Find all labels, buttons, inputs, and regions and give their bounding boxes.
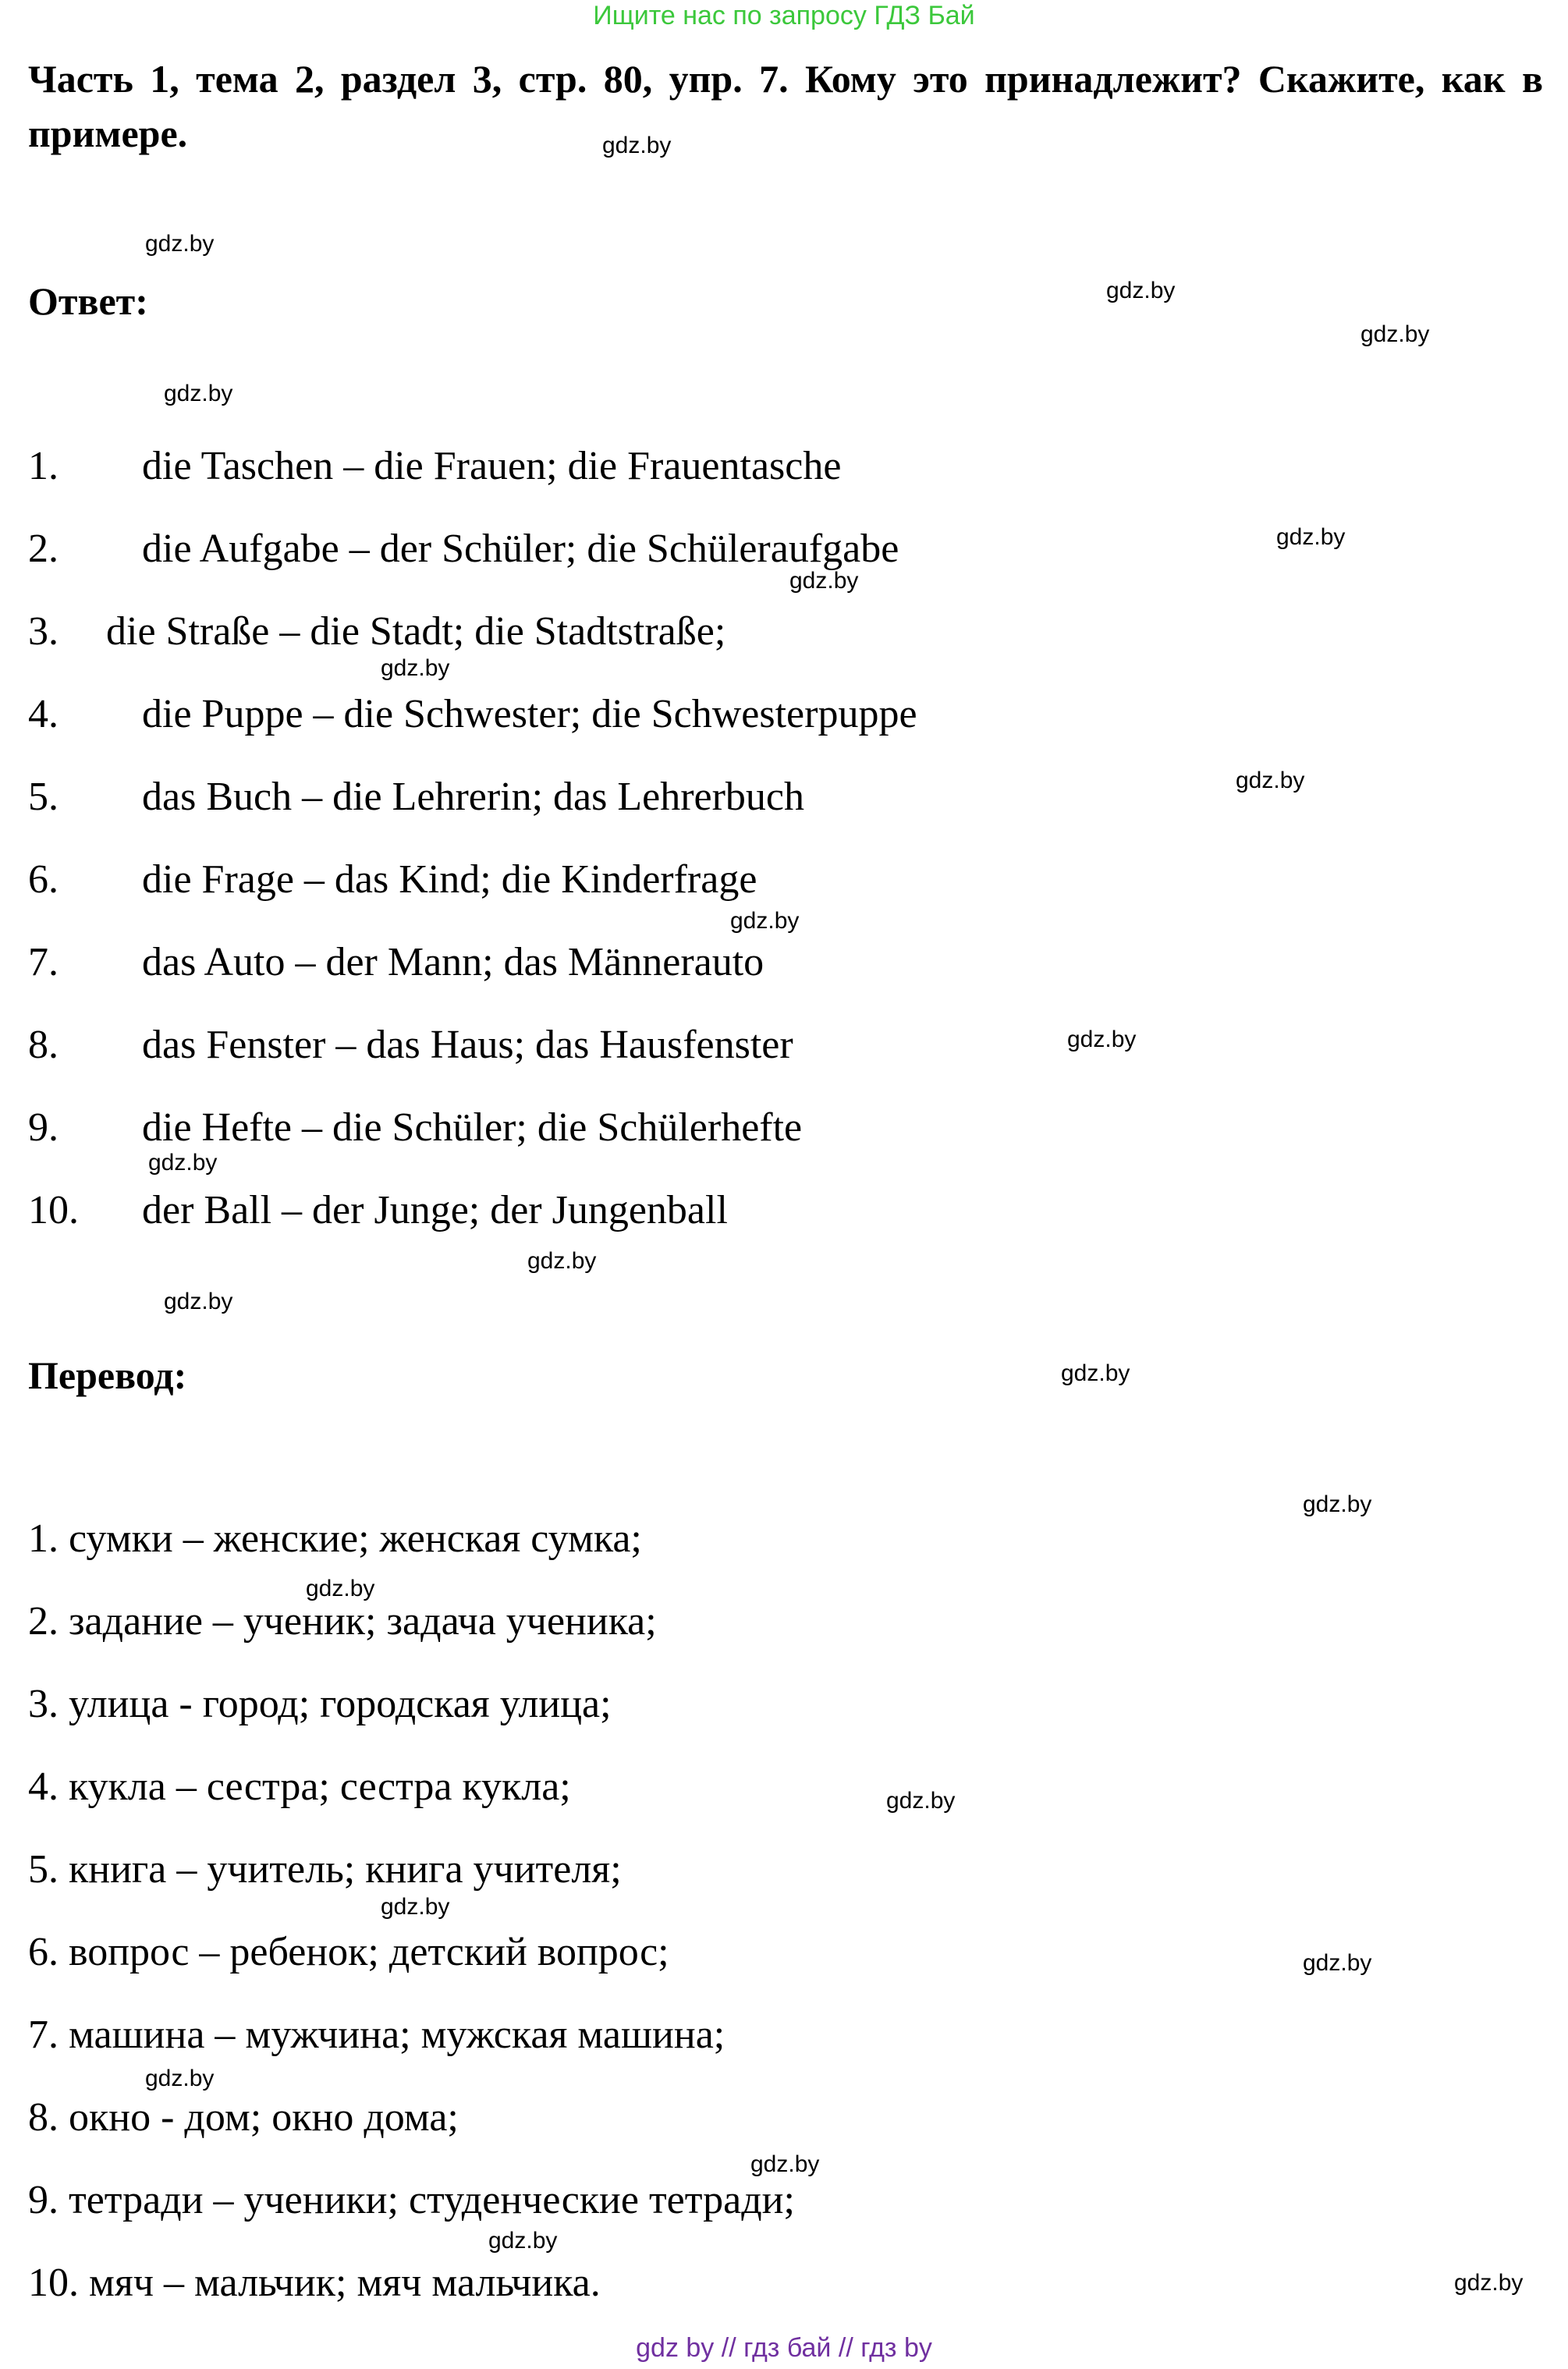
watermark: gdz.by <box>381 1894 450 1920</box>
answer-text: die Taschen – die Frauen; die Frauentasche <box>142 444 842 488</box>
watermark: gdz.by <box>886 1788 956 1814</box>
answer-number: 7. <box>28 940 59 984</box>
watermark: gdz.by <box>1360 321 1430 347</box>
watermark: gdz.by <box>730 908 800 934</box>
answer-number: 5. <box>28 775 59 819</box>
answer-number: 3. <box>28 609 59 654</box>
footer-links[interactable]: gdz by // гдз бай // гдз by <box>636 2333 932 2363</box>
watermark: gdz.by <box>148 1150 218 1176</box>
answer-text: die Aufgabe – der Schüler; die Schüleraufgabe <box>142 527 899 571</box>
answer-text: der Ball – der Junge; der Jungenball <box>142 1188 728 1232</box>
translation-row: 2. задание – ученик; задача ученика; <box>28 1599 657 1644</box>
translation-row: 9. тетради – ученики; студенческие тетради; <box>28 2178 795 2222</box>
translation-row: 4. кукла – сестра; сестра кукла; <box>28 1764 571 1809</box>
watermark: gdz.by <box>1106 278 1176 303</box>
watermark: gdz.by <box>381 655 450 681</box>
translation-row: 6. вопрос – ребенок; детский вопрос; <box>28 1930 669 1974</box>
watermark: gdz.by <box>1236 768 1305 793</box>
translation-row: 7. машина – мужчина; мужская машина; <box>28 2013 725 2057</box>
answer-number: 1. <box>28 444 59 488</box>
answer-text: die Straße – die Stadt; die Stadtstraße; <box>106 609 726 654</box>
watermark: gdz.by <box>789 568 859 594</box>
watermark: gdz.by <box>1276 524 1346 550</box>
watermark: gdz.by <box>750 2151 820 2177</box>
translation-row: 10. мяч – мальчик; мяч мальчика. <box>28 2261 601 2305</box>
watermark: gdz.by <box>164 1289 233 1314</box>
answer-text: die Frage – das Kind; die Kinderfrage <box>142 857 757 902</box>
watermark: gdz.by <box>1061 1360 1130 1386</box>
watermark: gdz.by <box>1067 1027 1137 1052</box>
answer-text: die Hefte – die Schüler; die Schülerhefte <box>142 1105 803 1150</box>
watermark: gdz.by <box>1303 1491 1372 1517</box>
watermark: gdz.by <box>1454 2270 1524 2296</box>
answer-text: das Auto – der Mann; das Männerauto <box>142 940 764 984</box>
top-banner[interactable]: Ищите нас по запросу ГДЗ Бай <box>593 1 975 30</box>
answer-heading: Ответ: <box>28 279 148 323</box>
answer-number: 8. <box>28 1023 59 1067</box>
answer-text: das Fenster – das Haus; das Hausfenster <box>142 1023 793 1067</box>
answer-number: 10. <box>28 1188 79 1232</box>
answer-number: 2. <box>28 527 59 571</box>
watermark: gdz.by <box>1303 1950 1372 1976</box>
translation-heading: Перевод: <box>28 1353 187 1397</box>
watermark: gdz.by <box>306 1576 375 1601</box>
watermark: gdz.by <box>145 2066 215 2091</box>
translation-row: 5. книга – учитель; книга учителя; <box>28 1847 622 1892</box>
answer-number: 9. <box>28 1105 59 1150</box>
answer-text: das Buch – die Lehrerin; das Lehrerbuch <box>142 775 805 819</box>
watermark: gdz.by <box>527 1248 597 1274</box>
translation-row: 1. сумки – женские; женская сумка; <box>28 1516 642 1561</box>
answer-text: die Puppe – die Schwester; die Schwesterpuppe <box>142 692 917 736</box>
translation-row: 3. улица - город; городская улица; <box>28 1682 612 1726</box>
watermark: gdz.by <box>488 2228 558 2254</box>
watermark: gdz.by <box>164 381 233 406</box>
watermark: gdz.by <box>602 133 672 158</box>
answer-number: 4. <box>28 692 59 736</box>
translation-row: 8. окно - дом; окно дома; <box>28 2095 459 2140</box>
answer-number: 6. <box>28 857 59 902</box>
watermark: gdz.by <box>145 231 215 257</box>
page-title: Часть 1, тема 2, раздел 3, стр. 80, упр. 7. Кому это принадлежит? Скажите, как в примере. <box>28 57 1543 155</box>
